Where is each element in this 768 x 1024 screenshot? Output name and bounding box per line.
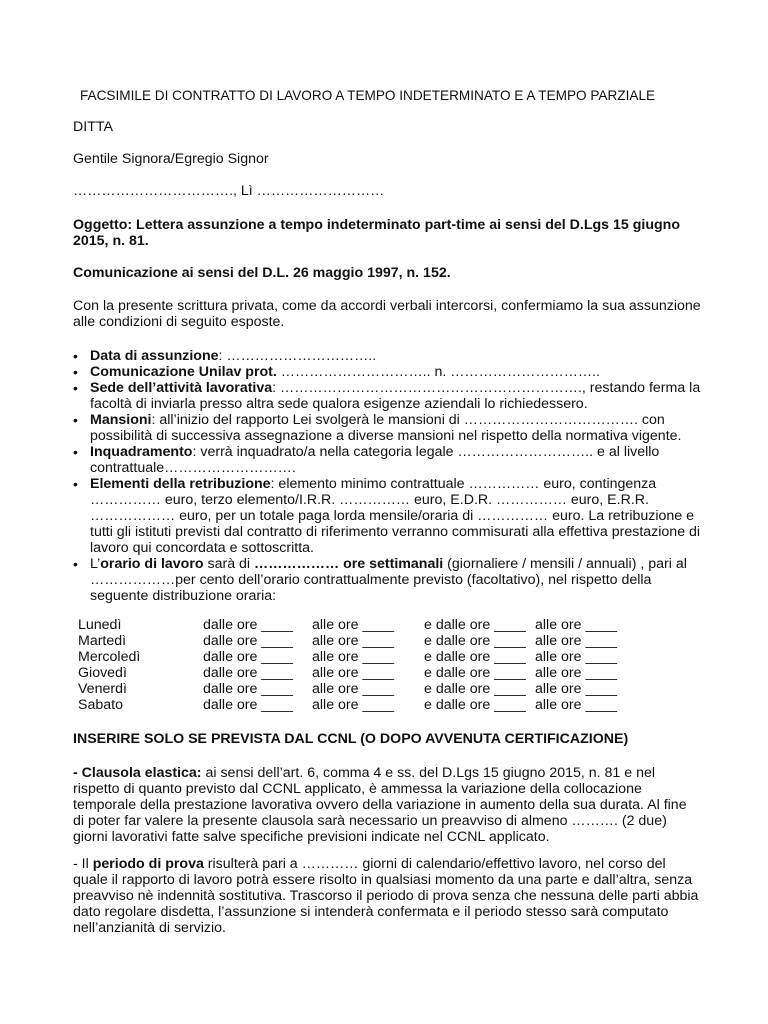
item-text: : verrà inquadrato/a nella categoria legale ……………………….. e al livello contrattuale……………………….	[90, 444, 660, 476]
schedule-day: Giovedì	[78, 665, 127, 681]
schedule-from-2: e dalle ore ____	[424, 681, 526, 697]
probation-paragraph	[73, 856, 701, 936]
schedule-row-saturday	[78, 697, 638, 713]
item-prefix: L’	[90, 556, 101, 572]
elastic-clause-paragraph	[73, 765, 701, 845]
item-label: Comunicazione Unilav prot.	[90, 364, 277, 380]
company-label: DITTA	[73, 119, 113, 135]
communication-line: Comunicazione ai sensi del D.L. 26 maggio 1997, n. 152.	[73, 265, 451, 281]
item-label: orario di lavoro	[100, 556, 204, 572]
schedule-to-1: alle ore ____	[312, 681, 395, 697]
item-label: Mansioni	[90, 412, 152, 428]
item-text: : all’inizio del rapporto Lei svolgerà le mansioni di ………………………………. con possibilità di successiva assegnazione a diverse mansioni nel rispetto della normativa vigente.	[90, 412, 682, 444]
schedule-day: Mercoledì	[78, 649, 141, 665]
item-text: : elemento minimo contrattuale …………… euro, contingenza …………… euro, terzo elemento/I.R.R. …………… euro, E.D.R. …………… euro, E.R.R. ……………… euro, per un totale paga lorda mensile/oraria di …………… euro. La retribuzione e tutti gli istituti previsti dal contratto di riferimento verranno commisurati alla effettiva prestazione di lavoro qui concordata e sottoscritta.	[90, 476, 701, 556]
elastic-clause-label: - Clausola elastica:	[73, 765, 202, 781]
schedule-day: Martedì	[78, 633, 127, 649]
item-hours-value: ……………… ore settimanali	[254, 556, 444, 572]
schedule-row-thursday	[78, 665, 638, 681]
ccnl-heading: INSERIRE SOLO SE PREVISTA DAL CCNL (O DOPO AVVENUTA CERTIFICAZIONE)	[73, 731, 629, 747]
schedule-day: Sabato	[78, 697, 123, 713]
schedule-to-1: alle ore ____	[312, 649, 395, 665]
place-date-line: ……………………………., Lì ………………………	[73, 183, 385, 199]
schedule-from-1: dalle ore ____	[203, 697, 293, 713]
contract-terms-list	[90, 348, 702, 604]
item-text: : ………………………………………………………., restando ferma la facoltà di inviarla presso altra sede qualora esigenze aziendali lo richiedessero.	[90, 380, 701, 412]
list-item-work-site	[90, 380, 702, 412]
schedule-from-2: e dalle ore ____	[424, 633, 526, 649]
schedule-table	[78, 617, 638, 713]
schedule-to-2: alle ore ____	[535, 665, 618, 681]
schedule-from-1: dalle ore ____	[203, 617, 293, 633]
list-item-hours	[90, 556, 702, 604]
subject-line: Oggetto: Lettera assunzione a tempo indeterminato part-time ai sensi del D.Lgs 15 giugno 2015, n. 81.	[73, 217, 681, 249]
schedule-from-2: e dalle ore ____	[424, 649, 526, 665]
item-label: Sede dell’attività lavorativa	[90, 380, 273, 396]
item-label: Elementi della retribuzione	[90, 476, 271, 492]
schedule-to-1: alle ore ____	[312, 617, 395, 633]
item-label: Data di assunzione	[90, 348, 219, 364]
list-item-unilav	[90, 364, 702, 380]
item-text: ………………………….. n. …………………………..	[276, 364, 601, 380]
probation-text: risulterà pari a ………… giorni di calendario/effettivo lavoro, nel corso del quale il rapporto di lavoro potrà essere risolto in qualsiasi momento da una parte e dall’altra, senza preavviso nè indennità sostitutiva. Trascorso il periodo di prova senza che nessuna delle parti abbia dato regolare disdetta, l’assunzione si intenderà confermata e il periodo stesso sarà computato nell’anzianità di servizio.	[73, 856, 699, 936]
item-text: (giornaliere / mensili / annuali) , pari al ………………per cento dell’orario contrattualmente previsto (facoltativo), nel rispetto della seguente distribuzione oraria:	[90, 556, 687, 604]
schedule-from-2: e dalle ore ____	[424, 697, 526, 713]
schedule-day: Venerdì	[78, 681, 127, 697]
schedule-row-friday	[78, 681, 638, 697]
document-title: FACSIMILE DI CONTRATTO DI LAVORO A TEMPO INDETERMINATO E A TEMPO PARZIALE	[80, 88, 656, 103]
schedule-day: Lunedì	[78, 617, 122, 633]
schedule-to-2: alle ore ____	[535, 617, 618, 633]
salutation: Gentile Signora/Egregio Signor	[73, 151, 269, 167]
schedule-to-2: alle ore ____	[535, 681, 618, 697]
elastic-clause-text: ai sensi dell’art. 6, comma 4 e ss. del D.Lgs 15 giugno 2015, n. 81 e nel rispetto di quanto previsto dal CCNL applicato, è ammessa la variazione della collocazione temporale della prestazione lavorativa ovvero della variazione in aumento della sua durata. Al fine di poter far valere la presente clausola sarà necessario un preavviso di almeno ………. (2 due) giorni lavorativi fatte salve specifiche previsioni indicate nel CCNL applicato.	[73, 765, 687, 845]
schedule-from-1: dalle ore ____	[203, 633, 293, 649]
schedule-to-1: alle ore ____	[312, 697, 395, 713]
item-text: : …………………………..	[218, 348, 377, 364]
schedule-from-2: e dalle ore ____	[424, 617, 526, 633]
item-label: Inquadramento	[90, 444, 193, 460]
list-item-duties	[90, 412, 702, 444]
schedule-to-2: alle ore ____	[535, 633, 618, 649]
list-item-classification	[90, 444, 702, 476]
list-item-start-date	[90, 348, 702, 364]
probation-prefix: - Il	[73, 856, 93, 872]
schedule-row-monday	[78, 617, 638, 633]
schedule-row-wednesday	[78, 649, 638, 665]
schedule-from-1: dalle ore ____	[203, 665, 293, 681]
schedule-from-1: dalle ore ____	[203, 681, 293, 697]
schedule-to-2: alle ore ____	[535, 649, 618, 665]
list-item-pay	[90, 476, 702, 556]
probation-label: periodo di prova	[92, 856, 204, 872]
item-mid: sarà di	[203, 556, 255, 572]
schedule-to-2: alle ore ____	[535, 697, 618, 713]
schedule-to-1: alle ore ____	[312, 633, 395, 649]
schedule-to-1: alle ore ____	[312, 665, 395, 681]
intro-paragraph: Con la presente scrittura privata, come da accordi verbali intercorsi, confermiamo la sua assunzione alle condizioni di seguito esposte.	[73, 298, 701, 330]
schedule-from-2: e dalle ore ____	[424, 665, 526, 681]
schedule-row-tuesday	[78, 633, 638, 649]
schedule-from-1: dalle ore ____	[203, 649, 293, 665]
